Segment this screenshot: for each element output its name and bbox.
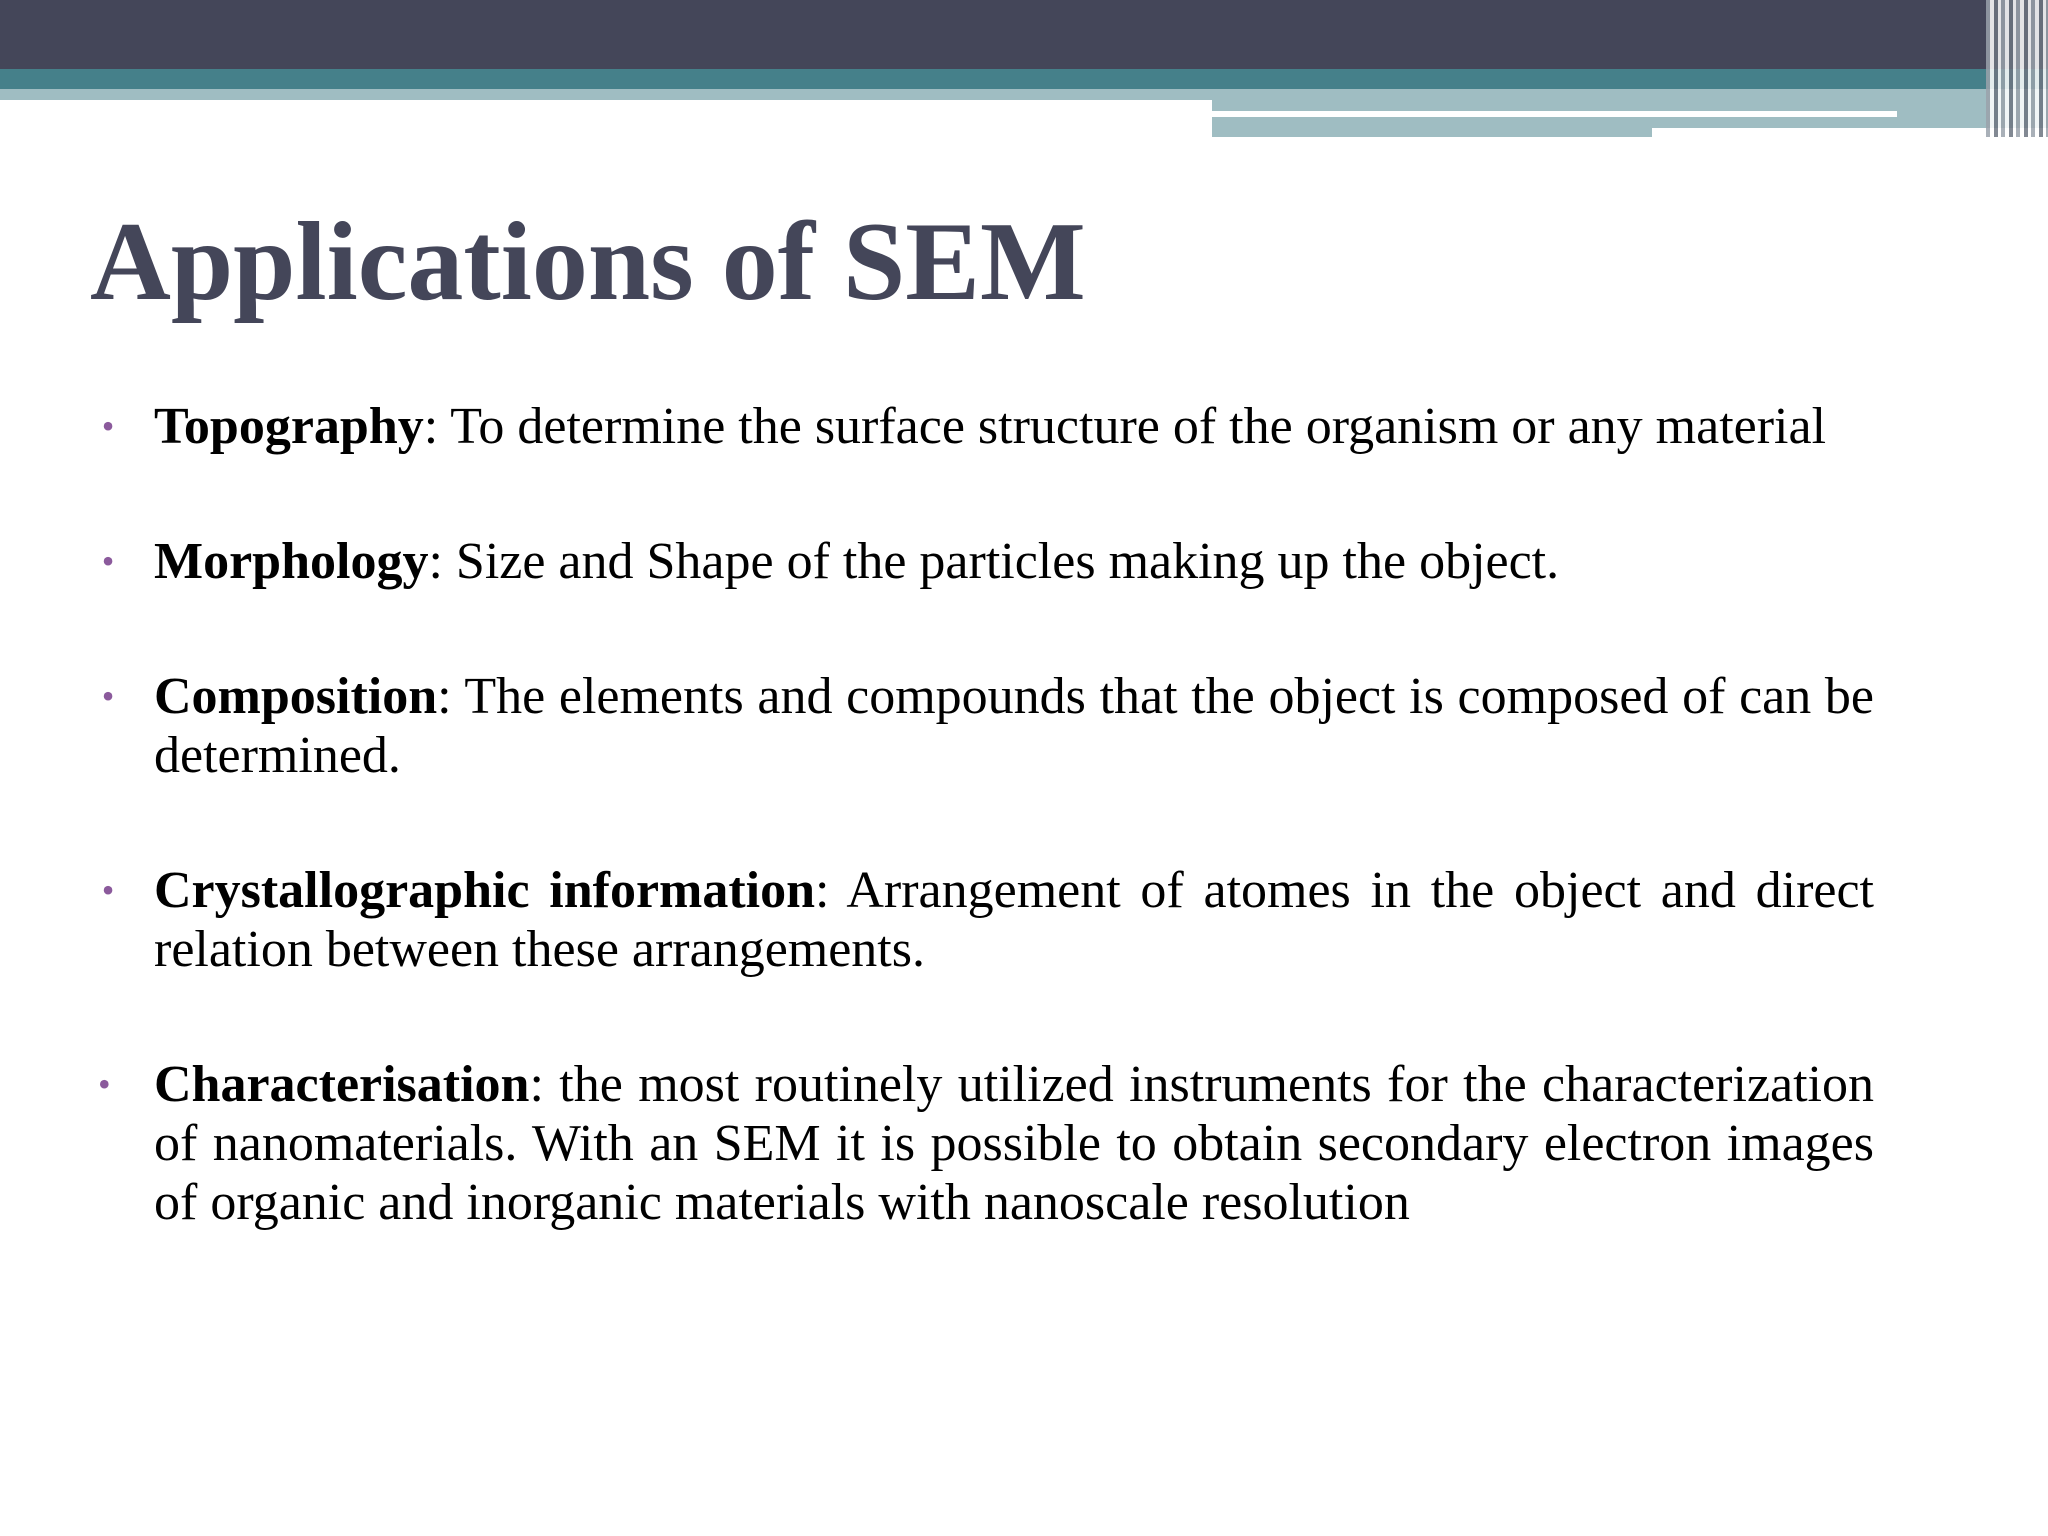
bullet-text: : Arrangement of atomes in the object and direct relation between these arrangements. bbox=[154, 862, 1874, 978]
bullet-text: : Size and Shape of the particles making up the object. bbox=[428, 533, 1560, 590]
bullet-term: Crystallographic information bbox=[154, 862, 816, 919]
bullet-term: Morphology bbox=[154, 533, 429, 590]
bullet-morphology bbox=[101, 532, 1874, 591]
bullet-text: : The elements and compounds that the object is composed of can be determined. bbox=[154, 668, 1874, 784]
bullet-term: Topography bbox=[154, 398, 424, 455]
slide-title: Applications of SEM bbox=[90, 200, 1086, 324]
header-band-teal bbox=[0, 69, 2048, 89]
header-white-line bbox=[1212, 111, 1897, 117]
bullet-characterisation bbox=[98, 1055, 1874, 1232]
bullet-dot-icon: • bbox=[101, 870, 115, 910]
bullet-dot-icon: • bbox=[101, 406, 115, 446]
bullet-topography bbox=[101, 397, 1874, 456]
bullet-dot-icon: • bbox=[101, 676, 115, 716]
bullet-term: Characterisation bbox=[154, 1056, 530, 1113]
header-band-dark bbox=[0, 0, 2048, 69]
bullet-composition bbox=[101, 667, 1874, 785]
bullet-list bbox=[98, 397, 1874, 1232]
bullet-dot-icon: • bbox=[101, 541, 115, 581]
bullet-crystallographic bbox=[101, 861, 1874, 979]
bullet-text: : the most routinely utilized instruments for the characterization of nanomaterials. With an SEM it is possible to obtain secondary electron images of organic and inorganic materials with nanoscale resolution bbox=[154, 1056, 1874, 1231]
header-band-light-left bbox=[0, 89, 1212, 100]
bullet-term: Composition bbox=[154, 668, 438, 725]
bullet-text: : To determine the surface structure of the organism or any material bbox=[423, 398, 1827, 455]
bullet-dot-icon: • bbox=[98, 1064, 111, 1104]
header-corner-stripes bbox=[1986, 0, 2048, 137]
